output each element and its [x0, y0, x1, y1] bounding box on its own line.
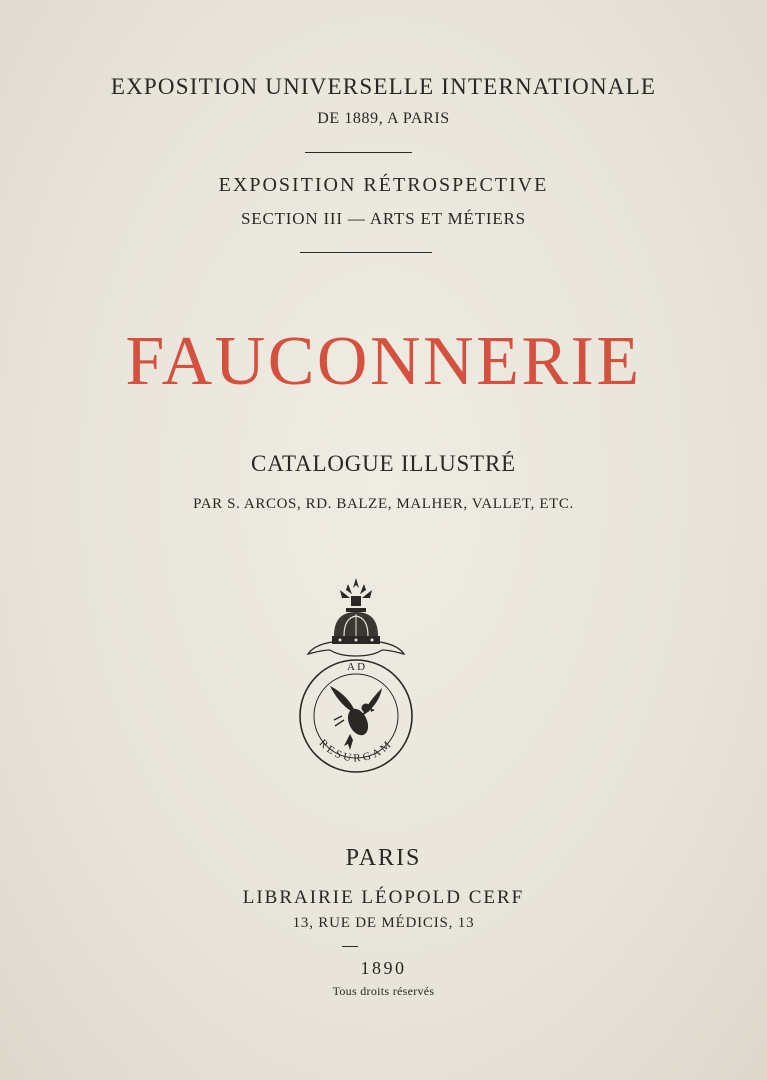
ribbon-icon: [308, 642, 404, 656]
catalogue-subtitle: CATALOGUE ILLUSTRÉ: [251, 451, 516, 476]
exposition-heading: EXPOSITION UNIVERSELLE INTERNATIONALE: [110, 74, 657, 99]
divider-rule-2: [300, 252, 432, 253]
divider-rule-3: [342, 946, 358, 947]
exposition-date-place: DE 1889, A PARIS: [317, 110, 450, 127]
falcon-crest-emblem-icon: [290, 574, 422, 786]
imprint-publisher: LIBRAIRIE LÉOPOLD CERF: [242, 887, 525, 908]
falcon-icon: [330, 686, 382, 750]
emblem-initials: A D: [346, 661, 366, 673]
imprint-rights: Tous droits réservés: [332, 984, 435, 998]
divider-rule-1: [305, 152, 412, 153]
emblem-motto: [317, 737, 396, 764]
authors-line: PAR S. ARCOS, RD. BALZE, MALHER, VALLET, ETC.: [193, 496, 574, 512]
retrospective-heading: EXPOSITION RÉTROSPECTIVE: [218, 174, 549, 196]
emblem-motto-text: RESURGAM: [316, 737, 396, 765]
page-title: FAUCONNERIE: [125, 323, 642, 400]
imprint-year: 1890: [360, 958, 407, 978]
crown-icon: [332, 612, 380, 644]
imprint-address: 13, RUE DE MÉDICIS, 13: [292, 915, 475, 931]
imprint-city: PARIS: [345, 845, 422, 871]
plume-icon: [340, 578, 372, 612]
section-heading: SECTION III — ARTS ET MÉTIERS: [241, 209, 526, 228]
